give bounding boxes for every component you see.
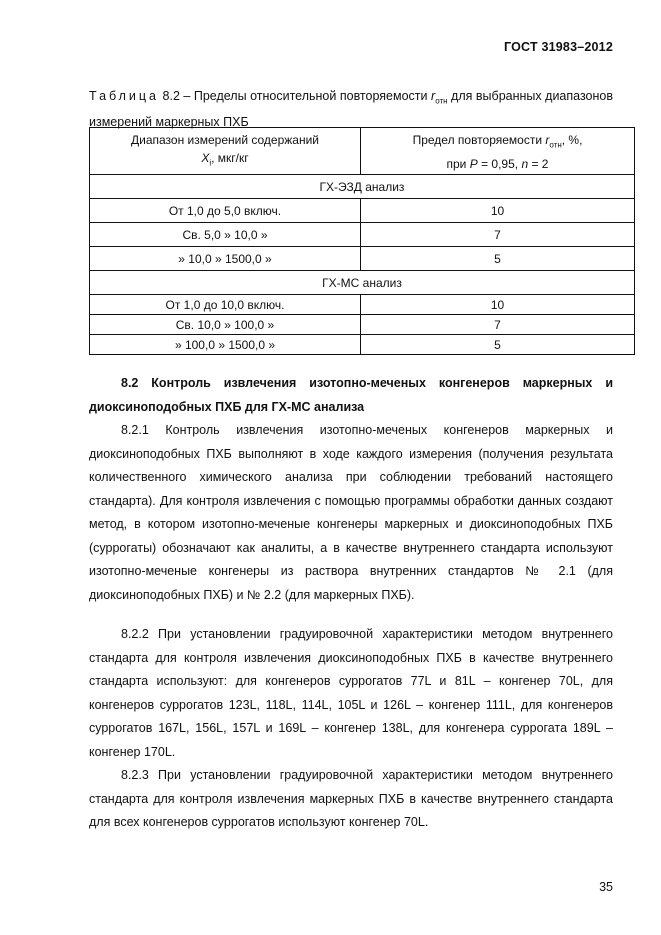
- section-row: [90, 271, 635, 295]
- header-limit-line2-pre: при: [446, 156, 470, 171]
- caption-text-b: для выбранных диапазонов измерений маркерных ПХБ: [89, 89, 613, 129]
- limit-cell: 10: [361, 199, 635, 223]
- range-cell: От 1,0 до 5,0 включ.: [90, 199, 361, 223]
- paragraph-8-2-2: 8.2.2 При установлении градуировочной характеристики методом внутреннего стандарта для контроля извлечения диоксиноподобных ПХБ в качестве внутреннего стандарта используют: для конгенеров суррогатов 77L и 81L – конгенер 70L, для конгенеров суррогатов 123L, 118L, 114L, 105L и 126L – конгенер 111L, для конгенеров суррогатов 167L, 156L, 157L и 169L – конгенер 138L, для конгенера суррогата 189L – конгенер 170L.: [89, 627, 613, 759]
- header-limit-mid: = 0,95,: [477, 156, 522, 171]
- range-cell: Св. 5,0 » 10,0 »: [90, 223, 361, 247]
- table-row: [90, 223, 635, 247]
- caption-table-word: Таблица: [89, 89, 160, 103]
- caption-text-a: 8.2 – Пределы относительной повторяемости: [159, 89, 432, 103]
- document-code-header: ГОСТ 31983–2012: [504, 40, 613, 54]
- header-limit-pre: Предел повторяемости: [412, 133, 546, 148]
- table-row: [90, 199, 635, 223]
- section-8-2-cont: [89, 623, 613, 835]
- section-gc-ecd: ГХ-ЭЗД анализ: [90, 175, 635, 199]
- range-cell: » 100,0 » 1500,0 »: [90, 335, 361, 355]
- section-8-2-title: 8.2 Контроль извлечения изотопно-меченых конгенеров маркерных и диоксиноподобных ПХБ для ГХ-МС анализа: [89, 376, 613, 414]
- header-limit-unit: , %,: [561, 133, 583, 148]
- range-cell: От 1,0 до 10,0 включ.: [90, 295, 361, 315]
- table-header-row: [90, 128, 635, 175]
- header-range-sub: i: [209, 158, 212, 168]
- limit-cell: 7: [361, 315, 635, 335]
- header-limit-n: n: [521, 156, 529, 171]
- page-number: 35: [599, 880, 613, 894]
- header-range-var: X: [201, 151, 210, 166]
- limit-cell: 7: [361, 223, 635, 247]
- repeatability-limits-table: [89, 127, 635, 355]
- paragraph-8-2-3: 8.2.3 При установлении градуировочной характеристики методом внутреннего стандарта для контроля извлечения маркерных ПХБ в качестве внутреннего стандарта для всех конгенеров суррогатов используют конгенер 70L.: [89, 768, 613, 829]
- table-row: [90, 315, 635, 335]
- caption-r-symbol: r: [431, 89, 436, 103]
- header-range: [90, 128, 361, 175]
- header-limit-sub: отн: [549, 140, 562, 150]
- section-8-2: [89, 372, 613, 607]
- range-cell: Св. 10,0 » 100,0 »: [90, 315, 361, 335]
- section-gc-ms: ГХ-МС анализ: [90, 271, 635, 295]
- table-caption: [89, 86, 613, 133]
- caption-r-subscript: отн: [435, 96, 448, 106]
- limit-cell: 10: [361, 295, 635, 315]
- limit-cell: 5: [361, 335, 635, 355]
- header-limit-var: r: [545, 133, 550, 148]
- section-row: [90, 175, 635, 199]
- header-limit-p: P: [469, 156, 478, 171]
- header-limit: [361, 128, 635, 175]
- header-range-unit: , мкг/кг: [211, 151, 249, 166]
- paragraph-8-2-1: 8.2.1 Контроль извлечения изотопно-меченых конгенеров маркерных и диоксиноподобных ПХБ выполняют в ходе каждого измерения (получения результата количественного химического анализа при соблюдении требований настоящего стандарта). Для контроля извлечения с помощью программы обработки данных создают метод, в котором изотопно-меченые конгенеры маркерных и диоксиноподобных ПХБ (суррогаты) обозначают как аналиты, а в качестве внутреннего стандарта используют изотопно-меченые конгенеры из раствора внутренних стандартов № 2.1 (для диоксиноподобных ПХБ) и № 2.2 (для маркерных ПХБ).: [89, 423, 613, 602]
- table-row: [90, 335, 635, 355]
- table-row: [90, 295, 635, 315]
- table-row: [90, 247, 635, 271]
- range-cell: » 10,0 » 1500,0 »: [90, 247, 361, 271]
- header-limit-post: = 2: [528, 156, 549, 171]
- limit-cell: 5: [361, 247, 635, 271]
- header-range-line1: Диапазон измерений содержаний: [130, 133, 319, 148]
